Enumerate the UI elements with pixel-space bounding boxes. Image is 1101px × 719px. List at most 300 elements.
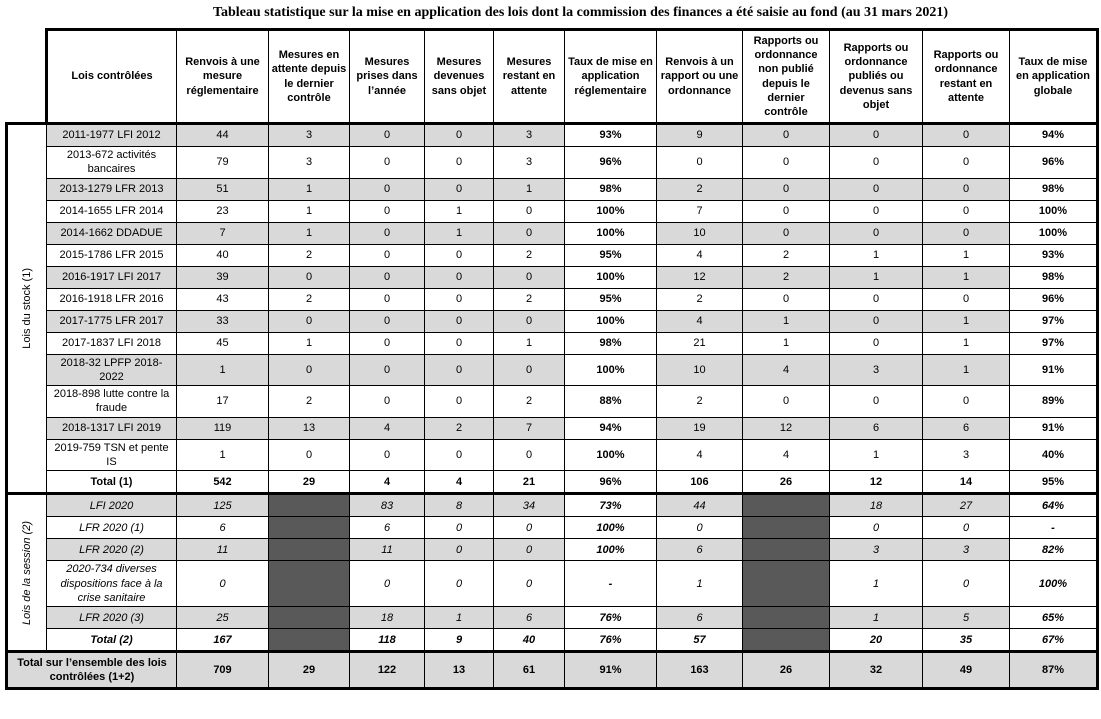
cell: 100%	[565, 200, 657, 222]
cell: 95%	[565, 244, 657, 266]
cell: 0	[425, 310, 494, 332]
row-label: LFR 2020 (2)	[47, 539, 177, 561]
empty-dark-cell	[743, 561, 830, 607]
cell: 49	[923, 652, 1010, 689]
cell: 83	[350, 494, 425, 517]
cell: 3	[923, 539, 1010, 561]
cell: 0	[425, 561, 494, 607]
empty-dark-cell	[743, 539, 830, 561]
cell: 0	[830, 200, 923, 222]
cell: 0	[494, 222, 565, 244]
cell: 1	[269, 200, 350, 222]
cell: 0	[350, 266, 425, 288]
cell: 18	[830, 494, 923, 517]
cell: 100%	[565, 222, 657, 244]
table-row	[7, 561, 1098, 607]
cell: 167	[177, 629, 269, 652]
cell: 3	[269, 124, 350, 147]
cell: 35	[923, 629, 1010, 652]
cell: 100%	[565, 354, 657, 386]
cell: 26	[743, 652, 830, 689]
cell: 6	[923, 417, 1010, 439]
cell: 0	[494, 266, 565, 288]
cell: 95%	[565, 288, 657, 310]
cell: 2	[425, 417, 494, 439]
cell: 0	[350, 200, 425, 222]
cell: 91%	[1010, 417, 1098, 439]
column-header: Renvois à une mesure réglementaire	[177, 30, 269, 124]
cell: 5	[923, 607, 1010, 629]
cell: 91%	[1010, 354, 1098, 386]
section-group-cell	[7, 494, 47, 652]
cell: 10	[657, 222, 743, 244]
empty-dark-cell	[743, 629, 830, 652]
cell: 76%	[565, 607, 657, 629]
cell: 94%	[565, 417, 657, 439]
cell: 40	[494, 629, 565, 652]
cell: 4	[657, 439, 743, 471]
cell: 0	[923, 124, 1010, 147]
cell: 6	[830, 417, 923, 439]
column-header: Taux de mise en application réglementaire	[565, 30, 657, 124]
cell: 96%	[565, 471, 657, 494]
cell: 64%	[1010, 494, 1098, 517]
column-header: Rapports ou ordonnance non publié depuis le dernier contrôle	[743, 30, 830, 124]
cell: 57	[657, 629, 743, 652]
cell: 0	[350, 124, 425, 147]
cell: 91%	[565, 652, 657, 689]
table-row	[7, 539, 1098, 561]
table-row	[7, 354, 1098, 386]
cell: 4	[350, 471, 425, 494]
cell: 95%	[1010, 471, 1098, 494]
cell: 6	[657, 539, 743, 561]
row-label: 2017-1775 LFR 2017	[47, 310, 177, 332]
cell: 40%	[1010, 439, 1098, 471]
table-row	[7, 147, 1098, 179]
cell: 2	[494, 386, 565, 418]
cell: -	[565, 561, 657, 607]
cell: 14	[923, 471, 1010, 494]
cell: 0	[350, 354, 425, 386]
cell: 0	[494, 354, 565, 386]
cell: 0	[350, 147, 425, 179]
cell: 0	[923, 561, 1010, 607]
cell: 67%	[1010, 629, 1098, 652]
cell: 0	[830, 124, 923, 147]
row-label: 2011-1977 LFI 2012	[47, 124, 177, 147]
cell: 65%	[1010, 607, 1098, 629]
cell: 100%	[565, 310, 657, 332]
cell: 20	[830, 629, 923, 652]
page-title: Tableau statistique sur la mise en application des lois dont la commission des finances a été saisie au fond (au 31 mars 2021)	[212, 5, 949, 20]
cell: 0	[743, 200, 830, 222]
cell: 100%	[565, 266, 657, 288]
cell: 26	[743, 471, 830, 494]
cell: 1	[830, 266, 923, 288]
statistics-table	[5, 28, 1099, 690]
cell: 119	[177, 417, 269, 439]
cell: 4	[743, 439, 830, 471]
cell: 0	[269, 354, 350, 386]
table-row	[7, 288, 1098, 310]
cell: 0	[425, 332, 494, 354]
cell: 4	[743, 354, 830, 386]
cell: 93%	[1010, 244, 1098, 266]
cell: 0	[350, 310, 425, 332]
cell: 3	[923, 439, 1010, 471]
cell: 100%	[565, 439, 657, 471]
cell: 6	[177, 517, 269, 539]
cell: 4	[657, 310, 743, 332]
column-header: Lois contrôlées	[47, 30, 177, 124]
cell: 0	[425, 147, 494, 179]
cell: 93%	[565, 124, 657, 147]
cell: 100%	[1010, 222, 1098, 244]
cell: 2	[743, 244, 830, 266]
cell: 0	[657, 517, 743, 539]
row-label: 2018-32 LPFP 2018-2022	[47, 354, 177, 386]
cell: 27	[923, 494, 1010, 517]
cell: 21	[494, 471, 565, 494]
cell: 7	[657, 200, 743, 222]
cell: 0	[425, 517, 494, 539]
cell: 0	[923, 517, 1010, 539]
cell: 2	[269, 244, 350, 266]
cell: 106	[657, 471, 743, 494]
table-header	[7, 30, 1098, 124]
cell: 21	[657, 332, 743, 354]
cell: 7	[494, 417, 565, 439]
cell: 0	[425, 178, 494, 200]
cell: 18	[350, 607, 425, 629]
column-header: Mesures devenues sans objet	[425, 30, 494, 124]
cell: 1	[743, 310, 830, 332]
cell: 10	[657, 354, 743, 386]
empty-dark-cell	[269, 517, 350, 539]
cell: 9	[657, 124, 743, 147]
table-row	[7, 332, 1098, 354]
column-header: Rapports ou ordonnance restant en attente	[923, 30, 1010, 124]
cell: 709	[177, 652, 269, 689]
table-row	[7, 222, 1098, 244]
cell: 0	[350, 222, 425, 244]
cell: 100%	[1010, 561, 1098, 607]
cell: 100%	[565, 539, 657, 561]
cell: 3	[830, 354, 923, 386]
cell: 0	[350, 386, 425, 418]
row-label: 2014-1662 DDADUE	[47, 222, 177, 244]
cell: 1	[743, 332, 830, 354]
cell: 73%	[565, 494, 657, 517]
cell: 0	[350, 288, 425, 310]
section-group-cell	[7, 124, 47, 494]
grand-total-row	[7, 652, 1098, 689]
cell: 13	[425, 652, 494, 689]
cell: -	[1010, 517, 1098, 539]
cell: 118	[350, 629, 425, 652]
cell: 0	[350, 439, 425, 471]
table-body	[7, 124, 1098, 689]
cell: 1	[177, 439, 269, 471]
cell: 1	[923, 354, 1010, 386]
cell: 33	[177, 310, 269, 332]
cell: 3	[494, 147, 565, 179]
cell: 40	[177, 244, 269, 266]
cell: 88%	[565, 386, 657, 418]
empty-dark-cell	[269, 539, 350, 561]
column-header: Renvois à un rapport ou une ordonnance	[657, 30, 743, 124]
cell: 0	[269, 439, 350, 471]
cell: 17	[177, 386, 269, 418]
cell: 1	[494, 332, 565, 354]
cell: 98%	[1010, 266, 1098, 288]
header-row	[7, 30, 1098, 124]
cell: 0	[177, 561, 269, 607]
cell: 6	[350, 517, 425, 539]
empty-dark-cell	[743, 517, 830, 539]
cell: 1	[923, 266, 1010, 288]
table-row	[7, 124, 1098, 147]
cell: 3	[269, 147, 350, 179]
cell: 87%	[1010, 652, 1098, 689]
row-label: 2017-1837 LFI 2018	[47, 332, 177, 354]
empty-dark-cell	[743, 494, 830, 517]
empty-dark-cell	[269, 629, 350, 652]
cell: 0	[494, 200, 565, 222]
cell: 0	[425, 439, 494, 471]
cell: 1	[177, 354, 269, 386]
cell: 0	[350, 561, 425, 607]
empty-dark-cell	[269, 607, 350, 629]
cell: 1	[425, 200, 494, 222]
cell: 0	[743, 222, 830, 244]
cell: 12	[830, 471, 923, 494]
cell: 0	[830, 332, 923, 354]
cell: 0	[923, 386, 1010, 418]
cell: 25	[177, 607, 269, 629]
row-label: LFR 2020 (1)	[47, 517, 177, 539]
cell: 122	[350, 652, 425, 689]
cell: 19	[657, 417, 743, 439]
cell: 98%	[565, 178, 657, 200]
row-label: LFI 2020	[47, 494, 177, 517]
cell: 0	[425, 266, 494, 288]
empty-dark-cell	[743, 607, 830, 629]
cell: 1	[269, 178, 350, 200]
cell: 98%	[565, 332, 657, 354]
cell: 79	[177, 147, 269, 179]
cell: 0	[830, 517, 923, 539]
cell: 6	[657, 607, 743, 629]
empty-dark-cell	[269, 561, 350, 607]
cell: 0	[923, 200, 1010, 222]
cell: 0	[743, 178, 830, 200]
cell: 32	[830, 652, 923, 689]
row-label: 2013-1279 LFR 2013	[47, 178, 177, 200]
cell: 3	[830, 539, 923, 561]
cell: 96%	[1010, 288, 1098, 310]
column-header: Rapports ou ordonnance publiés ou devenus sans objet	[830, 30, 923, 124]
cell: 34	[494, 494, 565, 517]
table-row	[7, 244, 1098, 266]
cell: 0	[494, 517, 565, 539]
cell: 100%	[565, 517, 657, 539]
cell: 0	[494, 539, 565, 561]
cell: 1	[923, 310, 1010, 332]
cell: 0	[425, 244, 494, 266]
cell: 0	[743, 288, 830, 310]
cell: 2	[269, 288, 350, 310]
cell: 1	[657, 561, 743, 607]
cell: 0	[923, 147, 1010, 179]
cell: 89%	[1010, 386, 1098, 418]
column-header: Mesures restant en attente	[494, 30, 565, 124]
cell: 0	[923, 178, 1010, 200]
table-row	[7, 200, 1098, 222]
column-header: Mesures en attente depuis le dernier contrôle	[269, 30, 350, 124]
table-row	[7, 417, 1098, 439]
cell: 0	[830, 222, 923, 244]
row-label: 2016-1917 LFI 2017	[47, 266, 177, 288]
cell: 0	[743, 147, 830, 179]
cell: 13	[269, 417, 350, 439]
cell: 61	[494, 652, 565, 689]
cell: 0	[269, 266, 350, 288]
cell: 0	[657, 147, 743, 179]
cell: 11	[350, 539, 425, 561]
cell: 9	[425, 629, 494, 652]
cell: 0	[494, 439, 565, 471]
cell: 6	[494, 607, 565, 629]
row-label: LFR 2020 (3)	[47, 607, 177, 629]
row-label: 2019-759 TSN et pente IS	[47, 439, 177, 471]
cell: 0	[830, 310, 923, 332]
cell: 39	[177, 266, 269, 288]
table-row	[7, 607, 1098, 629]
cell: 45	[177, 332, 269, 354]
cell: 2	[657, 386, 743, 418]
table-row	[7, 517, 1098, 539]
cell: 0	[350, 332, 425, 354]
cell: 2	[269, 386, 350, 418]
cell: 2	[494, 244, 565, 266]
cell: 0	[830, 288, 923, 310]
cell: 23	[177, 200, 269, 222]
cell: 0	[425, 354, 494, 386]
cell: 0	[425, 539, 494, 561]
cell: 0	[830, 386, 923, 418]
section-group-label: Lois de la session (2)	[20, 520, 33, 625]
column-header: Mesures prises dans l’année	[350, 30, 425, 124]
cell: 0	[743, 124, 830, 147]
cell: 1	[923, 332, 1010, 354]
cell: 2	[494, 288, 565, 310]
cell: 1	[830, 607, 923, 629]
cell: 1	[425, 607, 494, 629]
table-row	[7, 439, 1098, 471]
cell: 43	[177, 288, 269, 310]
table-row	[7, 266, 1098, 288]
row-label: 2015-1786 LFR 2015	[47, 244, 177, 266]
cell: 96%	[1010, 147, 1098, 179]
table-row	[7, 629, 1098, 652]
cell: 44	[177, 124, 269, 147]
section-group-label: Lois du stock (1)	[20, 268, 33, 350]
row-label: Total (1)	[47, 471, 177, 494]
cell: 542	[177, 471, 269, 494]
column-header: Taux de mise en application globale	[1010, 30, 1098, 124]
cell: 94%	[1010, 124, 1098, 147]
cell: 0	[830, 147, 923, 179]
cell: 2	[657, 178, 743, 200]
cell: 0	[923, 288, 1010, 310]
table-row	[7, 386, 1098, 418]
cell: 0	[743, 386, 830, 418]
cell: 0	[494, 310, 565, 332]
corner-spacer	[7, 30, 47, 124]
grand-total-label: Total sur l’ensemble des lois contrôlées (1+2)	[7, 652, 177, 689]
cell: 82%	[1010, 539, 1098, 561]
row-label: Total (2)	[47, 629, 177, 652]
cell: 4	[350, 417, 425, 439]
table-row	[7, 494, 1098, 517]
cell: 0	[425, 124, 494, 147]
cell: 29	[269, 471, 350, 494]
row-label: 2018-898 lutte contre la fraude	[47, 386, 177, 418]
cell: 97%	[1010, 332, 1098, 354]
cell: 0	[350, 178, 425, 200]
row-label: 2020-734 diverses dispositions face à la crise sanitaire	[47, 561, 177, 607]
table-row	[7, 471, 1098, 494]
cell: 1	[830, 561, 923, 607]
row-label: 2014-1655 LFR 2014	[47, 200, 177, 222]
cell: 29	[269, 652, 350, 689]
cell: 1	[830, 439, 923, 471]
cell: 0	[425, 288, 494, 310]
cell: 2	[743, 266, 830, 288]
row-label: 2018-1317 LFI 2019	[47, 417, 177, 439]
cell: 0	[494, 561, 565, 607]
cell: 1	[269, 332, 350, 354]
cell: 0	[830, 178, 923, 200]
cell: 1	[923, 244, 1010, 266]
cell: 51	[177, 178, 269, 200]
cell: 96%	[565, 147, 657, 179]
cell: 8	[425, 494, 494, 517]
cell: 0	[425, 386, 494, 418]
cell: 1	[269, 222, 350, 244]
empty-dark-cell	[269, 494, 350, 517]
cell: 12	[657, 266, 743, 288]
cell: 1	[830, 244, 923, 266]
cell: 1	[425, 222, 494, 244]
cell: 125	[177, 494, 269, 517]
cell: 4	[657, 244, 743, 266]
cell: 0	[923, 222, 1010, 244]
cell: 44	[657, 494, 743, 517]
table-row	[7, 178, 1098, 200]
cell: 98%	[1010, 178, 1098, 200]
row-label: 2013-672 activités bancaires	[47, 147, 177, 179]
cell: 76%	[565, 629, 657, 652]
cell: 163	[657, 652, 743, 689]
cell: 12	[743, 417, 830, 439]
cell: 11	[177, 539, 269, 561]
cell: 3	[494, 124, 565, 147]
cell: 7	[177, 222, 269, 244]
cell: 1	[494, 178, 565, 200]
